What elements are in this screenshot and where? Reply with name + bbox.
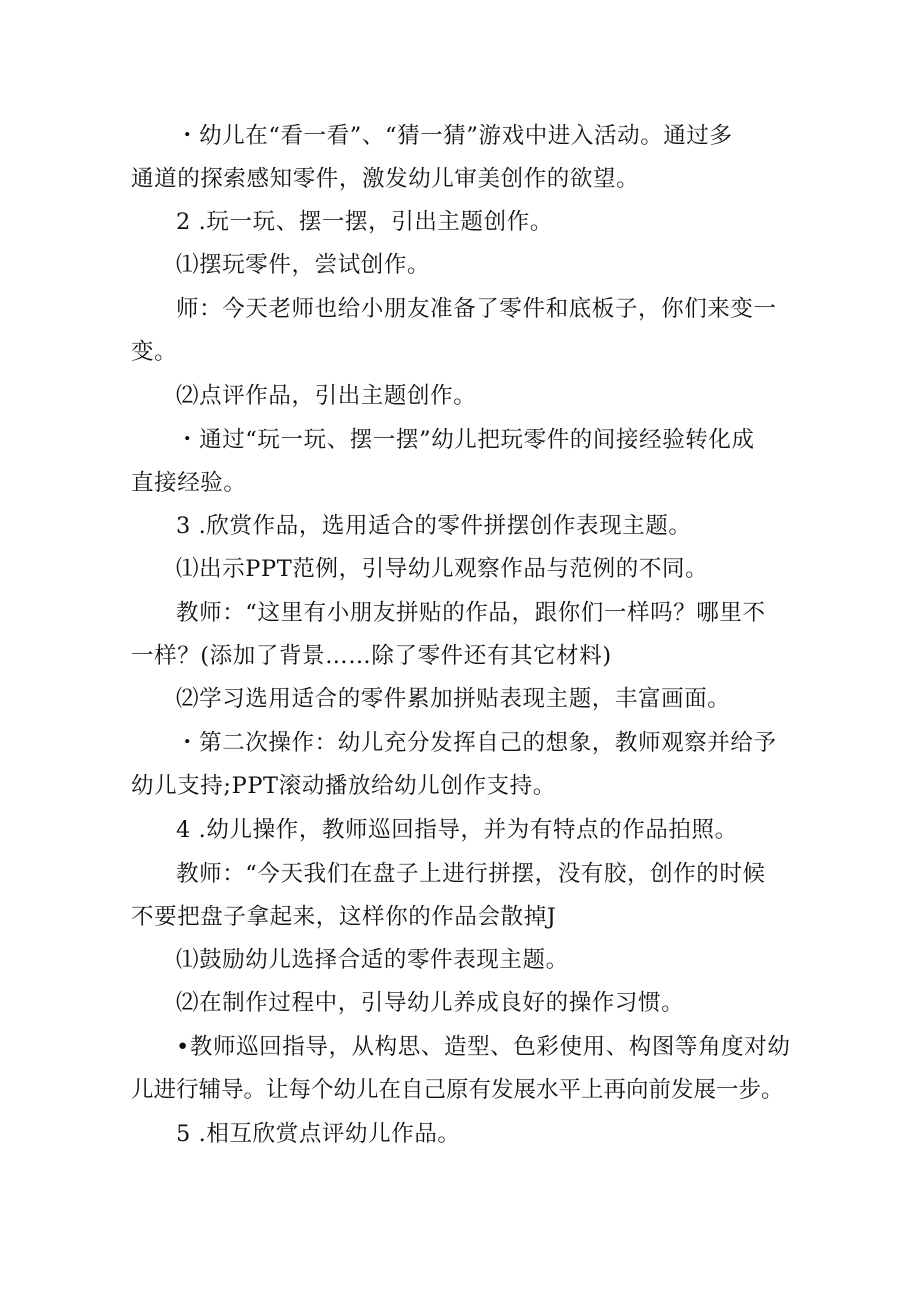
text-line: 4 .幼儿操作，教师巡回指导，并为有特点的作品拍照。 xyxy=(176,817,738,843)
text-line: ⑵学习选用适合的零件累加拼贴表现主题，丰富画面。 xyxy=(176,686,731,712)
text-line: 教师：“今天我们在盘子上进行拼摆，没有胶，创作的时候 xyxy=(176,861,766,887)
text-line: 师：今天老师也给小朋友准备了零件和底板子，你们来变一 xyxy=(176,296,777,322)
paragraph xyxy=(131,592,796,678)
text-line: ⑴鼓励幼儿选择合适的零件表现主题。 xyxy=(176,947,569,973)
text-line: 2 .玩一玩、摆一摆，引出主题创作。 xyxy=(176,209,553,235)
text-line: 直接经验。 xyxy=(131,470,247,496)
text-line: ⑴摆玩零件，尝试创作。 xyxy=(176,252,431,278)
text-line: ⑵在制作过程中，引导幼儿养成良好的操作习惯。 xyxy=(176,990,685,1016)
paragraph xyxy=(131,115,796,201)
paragraph xyxy=(131,678,796,721)
section-heading xyxy=(131,1113,796,1156)
paragraph xyxy=(131,982,796,1025)
text-line: 变。 xyxy=(131,339,178,365)
paragraph xyxy=(131,939,796,982)
text-line: ⑵点评作品，引出主题创作。 xyxy=(176,383,477,409)
paragraph xyxy=(131,722,796,808)
paragraph xyxy=(131,244,796,287)
text-line: 不要把盘子拿起来，这样你的作品会散掉J xyxy=(131,904,557,930)
text-line: 教师：“这里有小朋友拼贴的作品，跟你们一样吗？哪里不 xyxy=(176,600,766,626)
paragraph xyxy=(131,288,796,374)
text-line: ⑴出示PPT范例，引导幼儿观察作品与范例的不同。 xyxy=(176,556,709,582)
section-heading xyxy=(131,809,796,852)
text-line: 5 .相互欣赏点评幼儿作品。 xyxy=(176,1121,461,1147)
text-line: ・幼儿在“看一看”、“猜一猜”游戏中进入活动。通过多 xyxy=(176,123,733,149)
paragraph xyxy=(131,853,796,939)
text-line: 通道的探索感知零件，激发幼儿审美创作的欲望。 xyxy=(131,166,640,192)
text-line: ・通过“玩一玩、摆一摆”幼儿把玩零件的间接经验转化成 xyxy=(176,427,755,453)
text-line: 3 .欣赏作品，选用适合的零件拼摆创作表现主题。 xyxy=(176,513,692,539)
section-heading xyxy=(131,505,796,548)
paragraph xyxy=(131,1026,796,1112)
paragraph xyxy=(131,548,796,591)
text-line: 儿进行辅导。让每个幼儿在自己原有发展水平上再向前发展一步。 xyxy=(131,1077,784,1103)
text-line: 一样？(添加了背景……除了零件还有其它材料) xyxy=(131,643,612,669)
text-line: •教师巡回指导，从构思、造型、色彩使用、构图等角度对幼 xyxy=(176,1034,791,1060)
section-heading xyxy=(131,201,796,244)
text-line: 幼儿支持;PPT滚动播放给幼儿创作支持。 xyxy=(131,773,556,799)
paragraph xyxy=(131,419,796,505)
text-line: ・第二次操作：幼儿充分发挥自己的想象，教师观察并给予 xyxy=(176,730,777,756)
paragraph xyxy=(131,375,796,418)
